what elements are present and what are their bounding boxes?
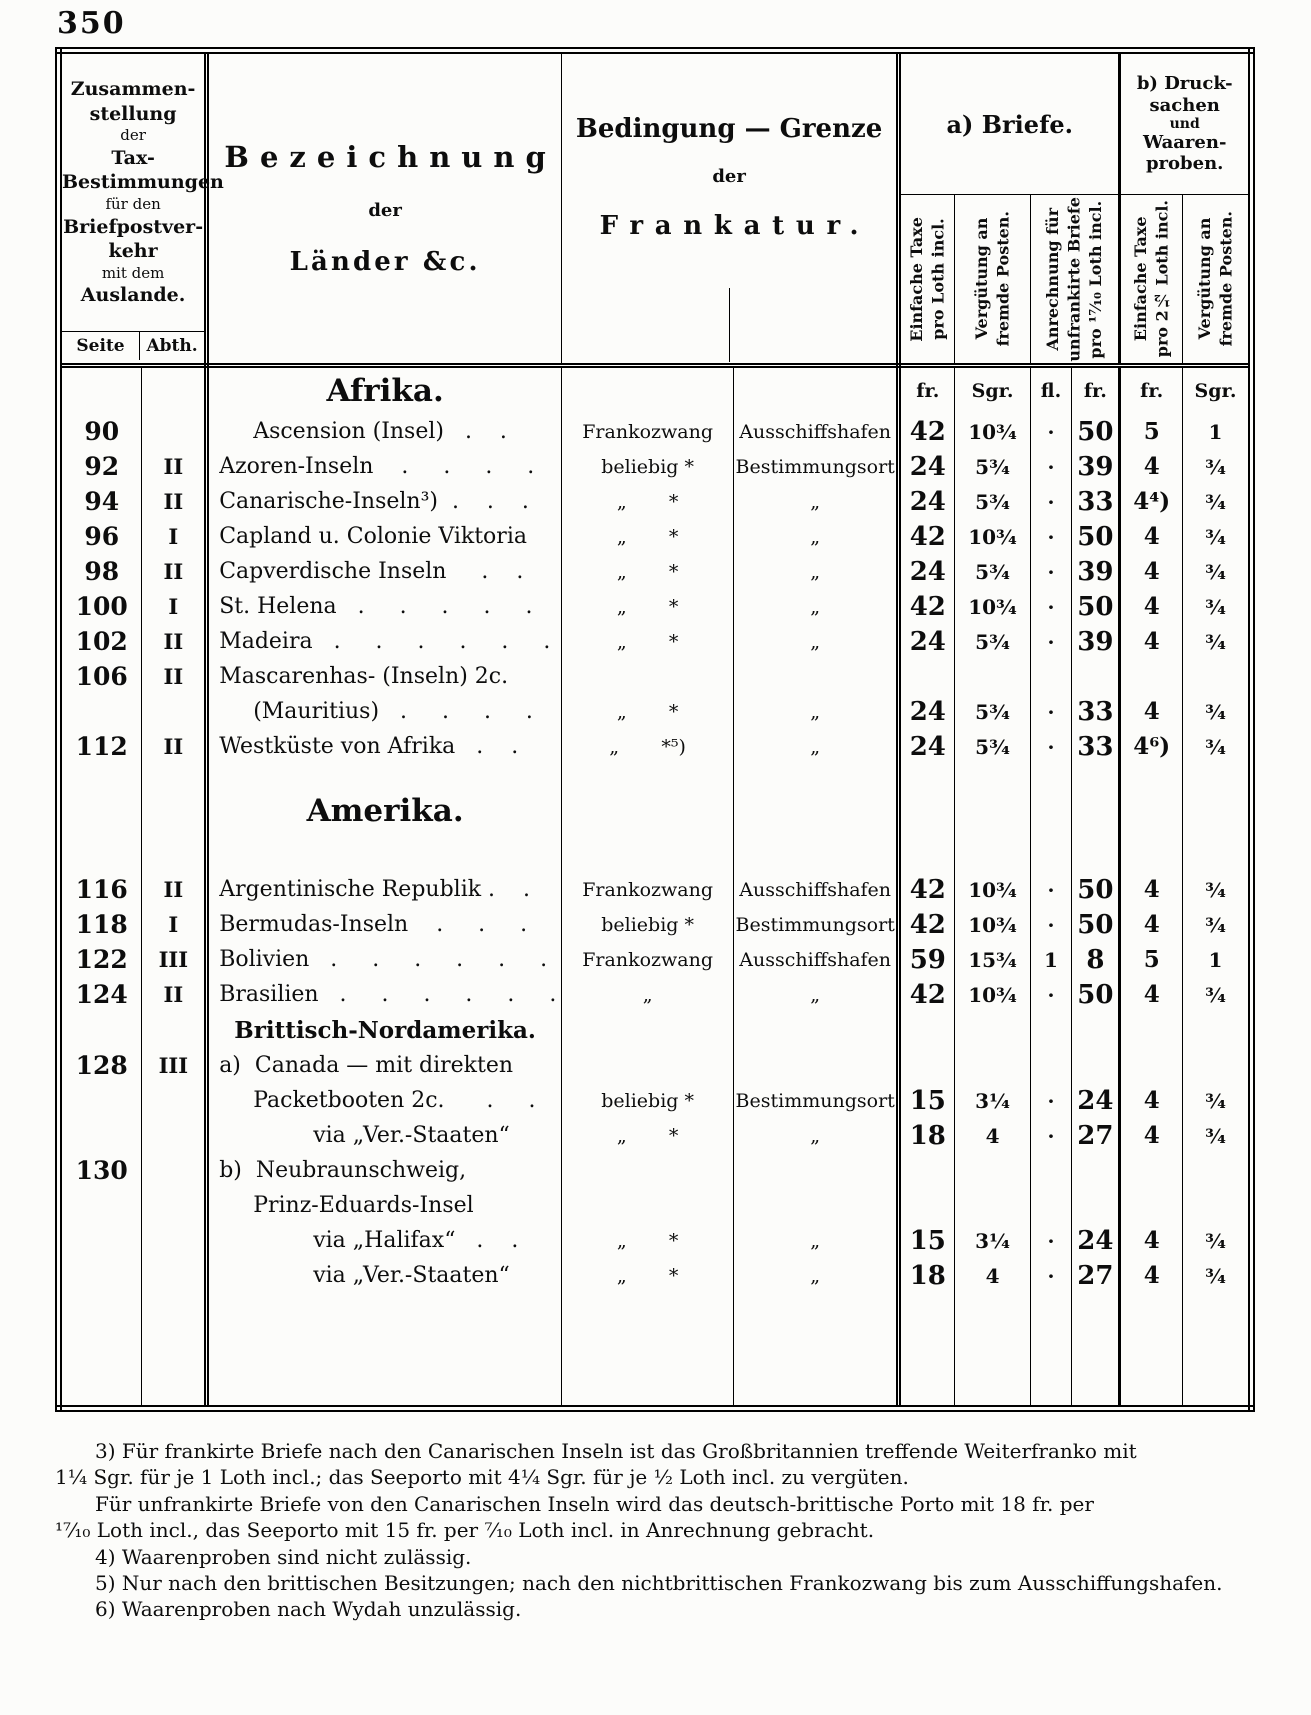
value-cell-verguetung-briefe xyxy=(955,1048,1030,1083)
value-cell-taxe-briefe: 24 xyxy=(899,449,955,484)
value-cell-anrechnung-fr: 39 xyxy=(1072,624,1120,659)
value-cell-taxe-drucksachen: 4 xyxy=(1120,1118,1183,1153)
postal-tariff-table xyxy=(55,47,1255,1412)
value-cell-verguetung-briefe: 10¾ xyxy=(955,519,1030,554)
bedingung-cell: „ * xyxy=(562,484,734,519)
land-cell: Bolivien . . . . . . xyxy=(207,942,562,977)
bedingung-cell: „ * xyxy=(562,1118,734,1153)
value-cell-anrechnung-fl: · xyxy=(1030,519,1072,554)
value-cell-anrechnung-fl: · xyxy=(1030,1223,1072,1258)
abth-cell: II xyxy=(142,484,207,519)
value-cell-verguetung-drucksachen: ¾ xyxy=(1205,699,1226,724)
value-cell-taxe-briefe: 42 xyxy=(899,589,955,624)
land-cell: via „Halifax“ . . xyxy=(207,1223,562,1258)
page-number: 350 xyxy=(57,6,126,41)
seite-cell: 122 xyxy=(59,942,142,977)
value-cell-anrechnung-fr xyxy=(1072,1188,1120,1223)
footnote-line: 3) Für frankirte Briefe nach den Canarischen Inseln ist das Großbritannien treffende Weiterfranko mit xyxy=(95,1439,1137,1463)
value-cell-verguetung-drucksachen xyxy=(1183,1048,1252,1083)
seite-cell xyxy=(59,1188,142,1223)
value-cell-anrechnung-fl: 1 xyxy=(1030,942,1072,977)
seite-cell: 124 xyxy=(59,977,142,1012)
seite-cell: 90 xyxy=(59,414,142,449)
value-cell-taxe-briefe: 15 xyxy=(899,1083,955,1118)
value-cell-anrechnung-fl: · xyxy=(1030,907,1072,942)
value-cell-anrechnung-fr: 27 xyxy=(1072,1258,1120,1293)
seite-cell xyxy=(59,694,142,729)
value-cell-taxe-drucksachen: 4 xyxy=(1120,977,1183,1012)
table-row xyxy=(59,484,1252,519)
abth-cell xyxy=(142,1223,207,1258)
value-cell-anrechnung-fl: · xyxy=(1030,1118,1072,1153)
seite-cell: 112 xyxy=(59,729,142,764)
table-row xyxy=(59,1258,1252,1293)
value-cell-verguetung-drucksachen: 1 xyxy=(1208,947,1223,972)
table-row xyxy=(59,624,1252,659)
seite-cell xyxy=(59,1083,142,1118)
seite-cell: 102 xyxy=(59,624,142,659)
table-row xyxy=(59,554,1252,589)
grenze-cell: Bestimmungsort xyxy=(734,449,899,484)
value-cell-taxe-briefe xyxy=(899,1048,955,1083)
header-abth: Abth. xyxy=(146,336,198,356)
land-cell: via „Ver.-Staaten“ xyxy=(207,1258,562,1293)
table-row xyxy=(59,1083,1252,1118)
value-cell-taxe-briefe: 42 xyxy=(899,414,955,449)
value-cell-verguetung-drucksachen: ¾ xyxy=(1205,1228,1226,1253)
value-cell-anrechnung-fl: · xyxy=(1030,414,1072,449)
value-cell-verguetung-briefe: 5¾ xyxy=(955,484,1030,519)
table-row xyxy=(59,1188,1252,1223)
value-cell-anrechnung-fr: 50 xyxy=(1072,589,1120,624)
value-cell-taxe-briefe: 24 xyxy=(899,484,955,519)
value-cell-taxe-briefe xyxy=(899,659,955,694)
value-cell-taxe-briefe: 18 xyxy=(899,1118,955,1153)
header-col-anrechnung: Anrechnung für unfrankirte Briefe pro ¹⁷⁄₁₀ Loth incl. xyxy=(1030,195,1120,366)
value-cell-verguetung-drucksachen: ¾ xyxy=(1205,877,1226,902)
table-row xyxy=(59,659,1252,694)
land-cell: Mascarenhas- (Inseln) 2c. xyxy=(207,659,562,694)
value-cell-taxe-drucksachen xyxy=(1120,659,1183,694)
unit-label: fr. xyxy=(1072,366,1120,415)
header-column-divider xyxy=(729,288,730,362)
value-cell-taxe-drucksachen: 4⁴) xyxy=(1120,484,1183,519)
value-cell-verguetung-drucksachen xyxy=(1183,1153,1252,1188)
value-cell-taxe-briefe: 24 xyxy=(899,554,955,589)
bedingung-cell xyxy=(562,1188,734,1223)
value-cell-taxe-drucksachen: 5 xyxy=(1120,942,1183,977)
seite-cell xyxy=(59,1258,142,1293)
grenze-cell: „ xyxy=(734,1118,899,1153)
section-heading-afrika: Afrika. xyxy=(207,366,562,415)
bedingung-cell: „ * xyxy=(562,589,734,624)
table-row xyxy=(59,729,1252,764)
footnote-line: Für unfrankirte Briefe von den Canarischen Inseln wird das deutsch-brittische Porto mit 18 fr. per xyxy=(95,1491,1094,1516)
value-cell-verguetung-briefe: 10¾ xyxy=(955,589,1030,624)
land-cell: St. Helena . . . . . xyxy=(207,589,562,624)
abth-cell: II xyxy=(142,554,207,589)
value-cell-anrechnung-fr: 50 xyxy=(1072,414,1120,449)
value-cell-taxe-briefe xyxy=(899,1153,955,1188)
grenze-cell: „ xyxy=(734,484,899,519)
table-row xyxy=(59,1048,1252,1083)
abth-cell: III xyxy=(142,1048,207,1083)
value-cell-verguetung-briefe: 5¾ xyxy=(955,624,1030,659)
value-cell-verguetung-briefe: 3¼ xyxy=(955,1223,1030,1258)
header-briefe: a) Briefe. xyxy=(899,51,1120,195)
value-cell-taxe-briefe: 59 xyxy=(899,942,955,977)
value-cell-verguetung-briefe: 5¾ xyxy=(955,694,1030,729)
value-cell-taxe-drucksachen: 4 xyxy=(1120,624,1183,659)
value-cell-anrechnung-fr xyxy=(1072,1153,1120,1188)
abth-cell: II xyxy=(142,659,207,694)
seite-cell xyxy=(59,1223,142,1258)
value-cell-taxe-briefe: 42 xyxy=(899,977,955,1012)
header-col-taxe-drucksachen: Einfache Taxe pro 2½ Loth incl. xyxy=(1120,195,1183,366)
value-cell-taxe-drucksachen xyxy=(1120,1048,1183,1083)
table-rows xyxy=(59,414,1252,1293)
footnote-line: 1¼ Sgr. für je 1 Loth incl.; das Seeporto mit 4¼ Sgr. für je ½ Loth incl. zu vergüten. xyxy=(55,1465,909,1490)
seite-cell: 106 xyxy=(59,659,142,694)
value-cell-taxe-briefe: 42 xyxy=(899,907,955,942)
land-cell: (Mauritius) . . . . xyxy=(207,694,562,729)
footnote-line: ¹⁷⁄₁₀ Loth incl., das Seeporto mit 15 fr. per ⁷⁄₁₀ Loth incl. in Anrechnung gebracht. xyxy=(55,1518,875,1543)
header-seite-abth xyxy=(62,331,204,360)
grenze-cell: Ausschiffshafen xyxy=(734,414,899,449)
table-row xyxy=(59,1118,1252,1153)
value-cell-taxe-drucksachen: 4 xyxy=(1120,907,1183,942)
bedingung-cell: beliebig * xyxy=(562,1083,734,1118)
seite-cell: 94 xyxy=(59,484,142,519)
value-cell-anrechnung-fr: 50 xyxy=(1072,872,1120,907)
value-cell-verguetung-briefe: 10¾ xyxy=(955,872,1030,907)
grenze-cell: „ xyxy=(734,589,899,624)
abth-cell: II xyxy=(142,977,207,1012)
land-cell: Capverdische Inseln . . xyxy=(207,554,562,589)
value-cell-taxe-drucksachen: 5 xyxy=(1120,414,1183,449)
value-cell-verguetung-briefe: 10¾ xyxy=(955,907,1030,942)
value-cell-anrechnung-fr xyxy=(1072,659,1120,694)
value-cell-taxe-drucksachen: 4 xyxy=(1120,449,1183,484)
abth-cell: I xyxy=(142,907,207,942)
abth-cell: II xyxy=(142,872,207,907)
value-cell-anrechnung-fr: 27 xyxy=(1072,1118,1120,1153)
seite-cell xyxy=(59,1118,142,1153)
value-cell-taxe-drucksachen: 4 xyxy=(1120,694,1183,729)
bedingung-cell: „ *⁵) xyxy=(562,729,734,764)
value-cell-verguetung-drucksachen: ¾ xyxy=(1205,559,1226,584)
value-cell-taxe-drucksachen: 4 xyxy=(1120,589,1183,624)
subheading: Brittisch-Nordamerika. xyxy=(207,1012,562,1048)
subheading-row xyxy=(59,1012,1252,1048)
value-cell-verguetung-drucksachen: ¾ xyxy=(1205,912,1226,937)
value-cell-anrechnung-fl: · xyxy=(1030,484,1072,519)
value-cell-taxe-drucksachen: 4⁶) xyxy=(1120,729,1183,764)
section-row xyxy=(59,764,1252,872)
value-cell-verguetung-briefe: 10¾ xyxy=(955,414,1030,449)
header-zusammenstellung xyxy=(59,51,224,366)
value-cell-anrechnung-fl: · xyxy=(1030,872,1072,907)
seite-cell: 116 xyxy=(59,872,142,907)
bedingung-cell: „ * xyxy=(562,554,734,589)
grenze-cell: „ xyxy=(734,729,899,764)
bedingung-cell: „ * xyxy=(562,624,734,659)
abth-cell xyxy=(142,694,207,729)
header-drucksachen: b) Druck- sachen und Waaren- proben. xyxy=(1120,51,1252,195)
bedingung-cell xyxy=(562,1153,734,1188)
seite-cell: 118 xyxy=(59,907,142,942)
grenze-cell xyxy=(734,1153,899,1188)
footnote-line: 5) Nur nach den brittischen Besitzungen; nach den nichtbrittischen Frankozwang bis zum Ausschiffungshafen. xyxy=(95,1570,1223,1595)
value-cell-taxe-drucksachen: 4 xyxy=(1120,1258,1183,1293)
land-cell: Azoren-Inseln . . . . xyxy=(207,449,562,484)
abth-cell xyxy=(142,1153,207,1188)
value-cell-taxe-drucksachen: 4 xyxy=(1120,519,1183,554)
value-cell-verguetung-briefe: 5¾ xyxy=(955,729,1030,764)
land-cell: Capland u. Colonie Viktoria xyxy=(207,519,562,554)
value-cell-anrechnung-fr: 39 xyxy=(1072,449,1120,484)
bedingung-cell: Frankozwang xyxy=(562,414,734,449)
footnote-line: 4) Waarenproben sind nicht zulässig. xyxy=(95,1544,472,1569)
grenze-cell: „ xyxy=(734,519,899,554)
abth-cell: II xyxy=(142,729,207,764)
value-cell-verguetung-briefe xyxy=(955,1153,1030,1188)
land-cell: Madeira . . . . . . xyxy=(207,624,562,659)
bedingung-cell: „ * xyxy=(562,1258,734,1293)
bedingung-cell: Frankozwang xyxy=(562,872,734,907)
abth-cell: II xyxy=(142,449,207,484)
grenze-cell: Bestimmungsort xyxy=(734,907,899,942)
header-seite: Seite xyxy=(62,332,140,360)
value-cell-verguetung-drucksachen: ¾ xyxy=(1205,1263,1226,1288)
grenze-cell xyxy=(734,1048,899,1083)
grenze-cell: „ xyxy=(734,1258,899,1293)
value-cell-taxe-drucksachen: 4 xyxy=(1120,1223,1183,1258)
grenze-cell: „ xyxy=(734,977,899,1012)
value-cell-taxe-briefe xyxy=(899,1188,955,1223)
value-cell-taxe-drucksachen: 4 xyxy=(1120,1083,1183,1118)
land-cell: Canarische-Inseln³) . . . xyxy=(207,484,562,519)
value-cell-taxe-briefe: 24 xyxy=(899,729,955,764)
value-cell-verguetung-drucksachen: 1 xyxy=(1208,419,1223,444)
value-cell-taxe-briefe: 42 xyxy=(899,872,955,907)
seite-cell: 96 xyxy=(59,519,142,554)
abth-cell: I xyxy=(142,589,207,624)
grenze-cell: Ausschiffshafen xyxy=(734,942,899,977)
value-cell-verguetung-drucksachen xyxy=(1183,659,1252,694)
land-cell: Bermudas-Inseln . . . xyxy=(207,907,562,942)
header-col-taxe-briefe: Einfache Taxe pro Loth incl. xyxy=(899,195,955,366)
value-cell-verguetung-briefe xyxy=(955,659,1030,694)
seite-cell: 100 xyxy=(59,589,142,624)
value-cell-anrechnung-fr: 33 xyxy=(1072,694,1120,729)
value-cell-anrechnung-fl: · xyxy=(1030,589,1072,624)
bedingung-cell: beliebig * xyxy=(562,907,734,942)
table-row xyxy=(59,449,1252,484)
value-cell-anrechnung-fr: 50 xyxy=(1072,519,1120,554)
table-row xyxy=(59,1223,1252,1258)
land-cell: Prinz-Eduards-Insel xyxy=(207,1188,562,1223)
section-heading: Amerika. xyxy=(207,764,562,872)
table-row xyxy=(59,942,1252,977)
value-cell-verguetung-drucksachen: ¾ xyxy=(1205,594,1226,619)
value-cell-verguetung-drucksachen: ¾ xyxy=(1205,1088,1226,1113)
table-row xyxy=(59,694,1252,729)
table-row xyxy=(59,519,1252,554)
value-cell-verguetung-briefe xyxy=(955,1188,1030,1223)
value-cell-verguetung-drucksachen xyxy=(1183,1188,1252,1223)
value-cell-anrechnung-fr: 50 xyxy=(1072,907,1120,942)
abth-cell xyxy=(142,414,207,449)
bedingung-cell: „ xyxy=(562,977,734,1012)
value-cell-anrechnung-fr: 33 xyxy=(1072,484,1120,519)
header-col-verguetung-drucksachen: Vergütung an fremde Posten. xyxy=(1183,195,1252,366)
value-cell-verguetung-drucksachen: ¾ xyxy=(1205,734,1226,759)
grenze-cell: „ xyxy=(734,624,899,659)
abth-cell xyxy=(142,1258,207,1293)
value-cell-anrechnung-fl xyxy=(1030,1188,1072,1223)
value-cell-verguetung-briefe: 4 xyxy=(955,1258,1030,1293)
value-cell-anrechnung-fl xyxy=(1030,1153,1072,1188)
value-cell-taxe-drucksachen xyxy=(1120,1153,1183,1188)
abth-cell xyxy=(142,1083,207,1118)
value-cell-taxe-briefe: 42 xyxy=(899,519,955,554)
land-cell: Argentinische Republik . . xyxy=(207,872,562,907)
value-cell-verguetung-briefe: 5¾ xyxy=(955,554,1030,589)
land-cell: Brasilien . . . . . . xyxy=(207,977,562,1012)
value-cell-anrechnung-fr: 8 xyxy=(1072,942,1120,977)
value-cell-anrechnung-fl: · xyxy=(1030,554,1072,589)
value-cell-verguetung-briefe: 3¼ xyxy=(955,1083,1030,1118)
value-cell-anrechnung-fl: · xyxy=(1030,1083,1072,1118)
value-cell-anrechnung-fl: · xyxy=(1030,1258,1072,1293)
bedingung-cell: „ * xyxy=(562,519,734,554)
bedingung-cell: „ * xyxy=(562,1223,734,1258)
value-cell-taxe-briefe: 24 xyxy=(899,694,955,729)
table-row xyxy=(59,872,1252,907)
grenze-cell: „ xyxy=(734,1223,899,1258)
table-row xyxy=(59,977,1252,1012)
seite-cell: 98 xyxy=(59,554,142,589)
value-cell-taxe-drucksachen: 4 xyxy=(1120,872,1183,907)
value-cell-taxe-drucksachen: 4 xyxy=(1120,554,1183,589)
value-cell-anrechnung-fr: 33 xyxy=(1072,729,1120,764)
grenze-cell xyxy=(734,659,899,694)
value-cell-verguetung-briefe: 15¾ xyxy=(955,942,1030,977)
unit-label: Sgr. xyxy=(955,366,1030,415)
land-cell: b) Neubraunschweig, xyxy=(207,1153,562,1188)
value-cell-anrechnung-fl xyxy=(1030,659,1072,694)
value-cell-taxe-briefe: 18 xyxy=(899,1258,955,1293)
seite-cell: 92 xyxy=(59,449,142,484)
abth-cell: II xyxy=(142,624,207,659)
value-cell-verguetung-drucksachen: ¾ xyxy=(1205,489,1226,514)
table-row xyxy=(59,1153,1252,1188)
land-cell: Westküste von Afrika . . xyxy=(207,729,562,764)
value-cell-verguetung-drucksachen: ¾ xyxy=(1205,1123,1226,1148)
land-cell: Packetbooten 2c. . . xyxy=(207,1083,562,1118)
bedingung-cell: Frankozwang xyxy=(562,942,734,977)
land-cell: via „Ver.-Staaten“ xyxy=(207,1118,562,1153)
value-cell-taxe-briefe: 24 xyxy=(899,624,955,659)
bedingung-cell xyxy=(562,659,734,694)
value-cell-anrechnung-fr: 50 xyxy=(1072,977,1120,1012)
value-cell-anrechnung-fl: · xyxy=(1030,449,1072,484)
value-cell-verguetung-briefe: 5¾ xyxy=(955,449,1030,484)
abth-cell: III xyxy=(142,942,207,977)
value-cell-anrechnung-fl: · xyxy=(1030,977,1072,1012)
value-cell-verguetung-drucksachen: ¾ xyxy=(1205,454,1226,479)
grenze-cell: „ xyxy=(734,554,899,589)
value-cell-taxe-briefe: 15 xyxy=(899,1223,955,1258)
unit-label: Sgr. xyxy=(1194,380,1237,402)
unit-label: fl. xyxy=(1030,366,1072,415)
table-filler xyxy=(59,1293,1252,1409)
value-cell-anrechnung-fl xyxy=(1030,1048,1072,1083)
abth-cell xyxy=(142,1188,207,1223)
value-cell-verguetung-drucksachen: ¾ xyxy=(1205,982,1226,1007)
table-row xyxy=(59,414,1252,449)
value-cell-anrechnung-fl: · xyxy=(1030,694,1072,729)
grenze-cell xyxy=(734,1188,899,1223)
bedingung-cell: beliebig * xyxy=(562,449,734,484)
value-cell-anrechnung-fr xyxy=(1072,1048,1120,1083)
footnotes xyxy=(55,1438,1260,1623)
value-cell-anrechnung-fr: 24 xyxy=(1072,1223,1120,1258)
seite-cell: 128 xyxy=(59,1048,142,1083)
header-zusammenstellung-text: Zusammen- stellung der Tax- Bestimmungen für den Briefpostver- kehr mit dem Auslande. xyxy=(62,77,224,307)
unit-label: fr. xyxy=(899,366,955,415)
table-row xyxy=(59,589,1252,624)
land-cell: Ascension (Insel) . . xyxy=(207,414,562,449)
header-bezeichnung: Bezeichnung der Länder &c. xyxy=(207,51,562,366)
abth-cell: I xyxy=(142,519,207,554)
footnote-line: 6) Waarenproben nach Wydah unzulässig. xyxy=(95,1597,522,1622)
seite-cell: 130 xyxy=(59,1153,142,1188)
table-row xyxy=(59,907,1252,942)
header-col-verguetung-briefe: Vergütung an fremde Posten. xyxy=(955,195,1030,366)
value-cell-anrechnung-fl: · xyxy=(1030,624,1072,659)
value-cell-anrechnung-fr: 39 xyxy=(1072,554,1120,589)
unit-label: fr. xyxy=(1120,366,1183,415)
bedingung-cell xyxy=(562,1048,734,1083)
grenze-cell: „ xyxy=(734,694,899,729)
grenze-cell: Bestimmungsort xyxy=(734,1083,899,1118)
grenze-cell: Ausschiffshafen xyxy=(734,872,899,907)
value-cell-verguetung-briefe: 4 xyxy=(955,1118,1030,1153)
units-row xyxy=(59,366,1252,415)
bedingung-cell: „ * xyxy=(562,694,734,729)
abth-cell xyxy=(142,1118,207,1153)
value-cell-taxe-drucksachen xyxy=(1120,1188,1183,1223)
header-bedingung-grenze: Bedingung — Grenze der Frankatur. xyxy=(562,51,899,366)
value-cell-verguetung-briefe: 10¾ xyxy=(955,977,1030,1012)
value-cell-anrechnung-fr: 24 xyxy=(1072,1083,1120,1118)
value-cell-verguetung-drucksachen: ¾ xyxy=(1205,629,1226,654)
value-cell-verguetung-drucksachen: ¾ xyxy=(1205,524,1226,549)
land-cell: a) Canada — mit direkten xyxy=(207,1048,562,1083)
value-cell-anrechnung-fl: · xyxy=(1030,729,1072,764)
